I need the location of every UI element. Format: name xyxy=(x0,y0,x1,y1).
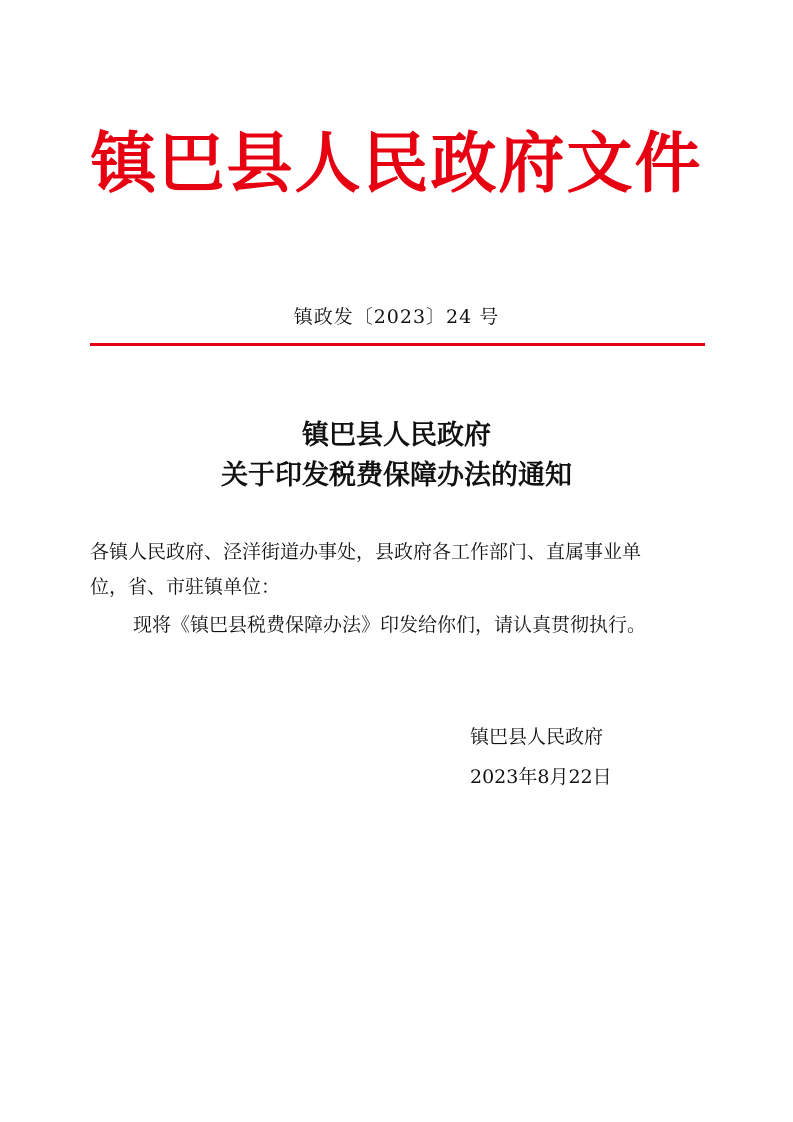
document-masthead: 镇巴县人民政府文件 xyxy=(90,124,703,202)
addressee-line-1: 各镇人民政府、泾洋街道办事处，县政府各工作部门、直属事业单 xyxy=(90,541,642,563)
notice-body: 现将《镇巴县税费保障办法》印发给你们，请认真贯彻执行。 xyxy=(133,614,647,636)
addressee-line-2: 位，省、市驻镇单位： xyxy=(90,576,281,598)
document-title-line-2: 关于印发税费保障办法的通知 xyxy=(221,460,572,491)
document-title-line-1: 镇巴县人民政府 xyxy=(302,420,491,451)
red-separator-line xyxy=(90,343,705,346)
signature-date: 2023年8月22日 xyxy=(470,766,612,788)
signature-organization: 镇巴县人民政府 xyxy=(470,726,604,748)
document-number: 镇政发〔2023〕24 号 xyxy=(293,306,500,328)
